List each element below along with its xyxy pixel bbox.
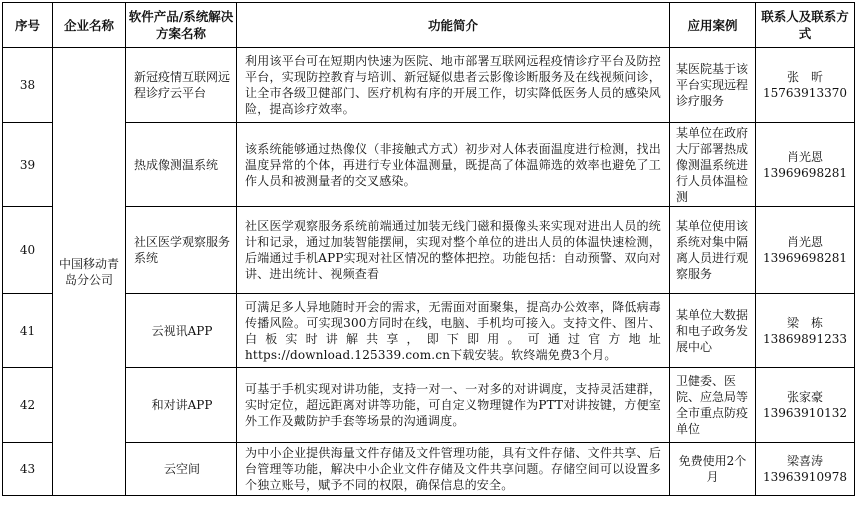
row-number: 41 (3, 294, 53, 368)
product-name: 云视讯APP (126, 294, 237, 368)
contact-phone: 13869891233 (763, 331, 847, 346)
row-number: 39 (3, 123, 53, 207)
application-case: 卫健委、医院、应急局等全市重点防疫单位 (670, 368, 756, 443)
contact-cell (756, 294, 855, 368)
row-number: 40 (3, 207, 53, 294)
header-seq: 序号 (3, 3, 53, 48)
contact-phone: 13963910978 (763, 470, 847, 484)
product-intro: 该系统能够通过热像仪（非接触式方式）初步对人体表面温度进行检测，找出温度异常的个体，再进行专业体温测量，既提高了体温筛选的效率也避免了工作人员和被测量者的交叉感染。 (237, 123, 670, 207)
header-company: 企业名称 (53, 3, 126, 48)
application-case: 某医院基于该平台实现远程诊疗服务 (670, 48, 756, 123)
contact-cell (756, 207, 855, 294)
company-name: 中国移动青岛分公司 (53, 48, 126, 496)
product-name: 社区医学观察服务系统 (126, 207, 237, 294)
header-product: 软件产品/系统解决方案名称 (126, 3, 237, 48)
contact-name: 张家豪 (786, 390, 823, 404)
product-intro: 社区医学观察服务系统前端通过加装无线门磁和摄像头来实现对进出人员的统计和记录，通过加装智能摆闸，实现对整个单位的进出人员的体温快速检测，后端通过手机APP实现对社区情况的整体把控。功能包括：自动预警、双向对讲、进出统计、视频查看 (237, 207, 670, 294)
table-row (3, 207, 855, 294)
contact-name: 张 昕 (786, 70, 823, 84)
product-name: 云空间 (126, 443, 237, 496)
contact-cell (756, 368, 855, 443)
header-row (3, 3, 855, 48)
application-case: 免费使用2个月 (670, 443, 756, 496)
header-intro: 功能简介 (237, 3, 670, 48)
row-number: 38 (3, 48, 53, 123)
application-case: 某单位大数据和电子政务发展中心 (670, 294, 756, 368)
application-case: 某单位使用该系统对集中隔离人员进行观察服务 (670, 207, 756, 294)
table-row (3, 48, 855, 123)
product-intro: 为中小企业提供海量文件存储及文件管理功能，具有文件存储、文件共享、后台管理等功能，解决中小企业文件存储及文件共享问题。存储空间可以设置多个独立账号，赋予不同的权限，确保信息的安全。 (237, 443, 670, 496)
table-row (3, 443, 855, 496)
contact-cell (756, 123, 855, 207)
product-intro: 可满足多人异地随时开会的需求，无需面对面聚集，提高办公效率，降低病毒传播风险。可实现300方同时在线，电脑、手机均可接入。支持文件、图片、白板实时讲解共享，即下即用。可通过官方地址https://download.125339.com.cn下载安装。软终端免费3个月。 (237, 294, 670, 368)
header-contact: 联系人及联系方式 (756, 3, 855, 48)
product-table (2, 2, 855, 496)
contact-phone: 13969698281 (763, 165, 847, 180)
contact-cell (756, 443, 855, 496)
contact-cell (756, 48, 855, 123)
contact-phone: 13969698281 (763, 251, 847, 265)
product-name: 新冠疫情互联网远程诊疗云平台 (126, 48, 237, 123)
product-name: 和对讲APP (126, 368, 237, 443)
header-case: 应用案例 (670, 3, 756, 48)
table-row (3, 294, 855, 368)
product-intro: 可基于手机实现对讲功能，支持一对一、一对多的对讲调度，支持灵活建群，实时定位，超远距离对讲等功能，可自定义物理键作为PTT对讲按键，方便室外工作及戴防护手套等场景的沟通调度。 (237, 368, 670, 443)
contact-name: 梁喜涛 (786, 454, 823, 468)
table-row (3, 123, 855, 207)
table-row (3, 368, 855, 443)
row-number: 42 (3, 368, 53, 443)
row-number: 43 (3, 443, 53, 496)
contact-name: 梁 栋 (786, 315, 823, 330)
contact-phone: 13963910132 (763, 406, 847, 420)
product-name: 热成像测温系统 (126, 123, 237, 207)
application-case: 某单位在政府大厅部署热成像测温系统进行人员体温检测 (670, 123, 756, 207)
contact-name: 肖光恩 (786, 235, 823, 249)
contact-phone: 15763913370 (763, 86, 847, 100)
product-intro: 利用该平台可在短期内快速为医院、地市部署互联网远程疫情诊疗平台及防控平台，实现防控教育与培训、新冠疑似患者云影像诊断服务及在线视频问诊，让全市各级卫健部门、医疗机构有序的开展工作，切实降低医务人员的感染风险，提高诊疗效率。 (237, 48, 670, 123)
contact-name: 肖光恩 (786, 149, 823, 164)
